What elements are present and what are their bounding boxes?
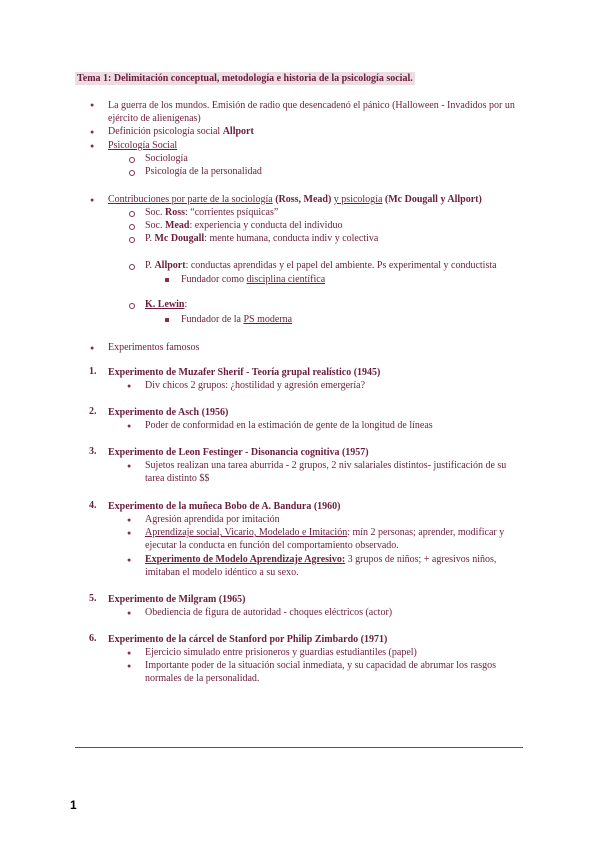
bullet-contribuciones: Contribuciones por parte de la sociología (Ross, Mead) y psicología (Mc Dougall y Allport) xyxy=(108,194,482,205)
sub-item-psicologia-personalidad: Psicología de la personalidad xyxy=(145,166,262,177)
sub-sub-item-fundador-ps: Fundador de la PS moderna xyxy=(181,314,293,325)
bullet-icon: ● xyxy=(127,662,132,670)
experiment-zimbardo-heading: Experimento de la cárcel de Stanford por Philip Zimbardo (1971) xyxy=(108,634,388,645)
experiment-asch-heading: Experimento de Asch (1956) xyxy=(108,407,229,418)
list-number: 5. xyxy=(89,593,97,604)
experiment-milgram-detail: Obediencia de figura de autoridad - choques eléctricos (actor) xyxy=(145,607,393,618)
experiment-festinger-detail: Sujetos realizan una tarea aburrida - 2 grupos, 2 niv salariales distintos- justificación de su tarea distinto $$ xyxy=(145,460,507,484)
sub-item-lewin: K. Lewin: xyxy=(145,299,188,310)
bullet-icon: ● xyxy=(90,344,95,352)
circle-bullet-icon xyxy=(129,303,135,309)
bullet-icon: ● xyxy=(90,101,95,109)
bullet-experimentos: Experimentos famosos xyxy=(108,342,200,353)
footer-divider xyxy=(75,747,523,748)
list-number: 1. xyxy=(89,366,97,377)
bullet-icon: ● xyxy=(127,462,132,470)
sub-item-allport: P. Allport: conductas aprendidas y el papel del ambiente. Ps experimental y conductista xyxy=(145,260,497,271)
bullet-icon: ● xyxy=(127,609,132,617)
circle-bullet-icon xyxy=(129,170,135,176)
bullet-icon: ● xyxy=(127,649,132,657)
circle-bullet-icon xyxy=(129,264,135,270)
sub-item-mc-dougall: P. Mc Dougall: mente humana, conducta indiv y colectiva xyxy=(145,233,379,244)
list-number: 6. xyxy=(89,633,97,644)
circle-bullet-icon xyxy=(129,224,135,230)
experiment-bandura-heading: Experimento de la muñeca Bobo de A. Bandura (1960) xyxy=(108,501,341,512)
document-title: Tema 1: Delimitación conceptual, metodología e historia de la psicología social. xyxy=(77,73,413,84)
bullet-icon: ● xyxy=(90,196,95,204)
bullet-definicion: Definición psicología social Allport xyxy=(108,126,254,137)
page-number: 1 xyxy=(70,798,77,812)
bullet-icon: ● xyxy=(90,142,95,150)
square-bullet-icon xyxy=(165,278,169,282)
bullet-psicologia-social: Psicología Social xyxy=(108,140,178,151)
experiment-milgram-heading: Experimento de Milgram (1965) xyxy=(108,594,246,605)
experiment-festinger-heading: Experimento de Leon Festinger - Disonancia cognitiva (1957) xyxy=(108,447,369,458)
experiment-bandura-detail-2: Aprendizaje social, Vicario, Modelado e Imitación: mín 2 personas; aprender, modificar y ejecutar la conducta en función del comportamiento observado. xyxy=(145,527,505,551)
experiment-zimbardo-detail-2: Importante poder de la situación social inmediata, y su capacidad de abrumar los rasgos normales de la personalidad. xyxy=(145,660,496,684)
bullet-guerra-mundos: La guerra de los mundos. Emisión de radio que desencadenó el pánico (Halloween - Invadidos por un ejército de alienígenas) xyxy=(108,100,515,124)
experiment-sherif-heading: Experimento de Muzafer Sherif - Teoría grupal realístico (1945) xyxy=(108,367,381,378)
circle-bullet-icon xyxy=(129,237,135,243)
sub-item-ross: Soc. Ross: “corrientes psíquicas” xyxy=(145,207,279,218)
sub-item-mead: Soc. Mead: experiencia y conducta del individuo xyxy=(145,220,343,231)
circle-bullet-icon xyxy=(129,157,135,163)
experiment-zimbardo-detail-1: Ejercicio simulado entre prisioneros y guardias estudiantiles (papel) xyxy=(145,647,417,658)
circle-bullet-icon xyxy=(129,211,135,217)
sub-item-sociologia: Sociología xyxy=(145,153,188,164)
bullet-icon: ● xyxy=(127,529,132,537)
list-number: 4. xyxy=(89,500,97,511)
list-number: 2. xyxy=(89,406,97,417)
bullet-icon: ● xyxy=(127,422,132,430)
bullet-icon: ● xyxy=(90,128,95,136)
experiment-sherif-detail: Div chicos 2 grupos: ¿hostilidad y agresión emergería? xyxy=(145,380,366,391)
bullet-icon: ● xyxy=(127,556,132,564)
sub-sub-item-fundador-disciplina: Fundador como disciplina científica xyxy=(181,274,326,285)
bullet-icon: ● xyxy=(127,382,132,390)
bullet-icon: ● xyxy=(127,516,132,524)
experiment-bandura-detail-3: Experimento de Modelo Aprendizaje Agresivo: 3 grupos de niños; + agresivos niños, imitaban el modelo idéntico a su sexo. xyxy=(145,554,497,578)
experiment-asch-detail: Poder de conformidad en la estimación de gente de la longitud de líneas xyxy=(145,420,433,431)
experiment-bandura-detail-1: Agresión aprendida por imitación xyxy=(145,514,280,525)
square-bullet-icon xyxy=(165,318,169,322)
list-number: 3. xyxy=(89,446,97,457)
